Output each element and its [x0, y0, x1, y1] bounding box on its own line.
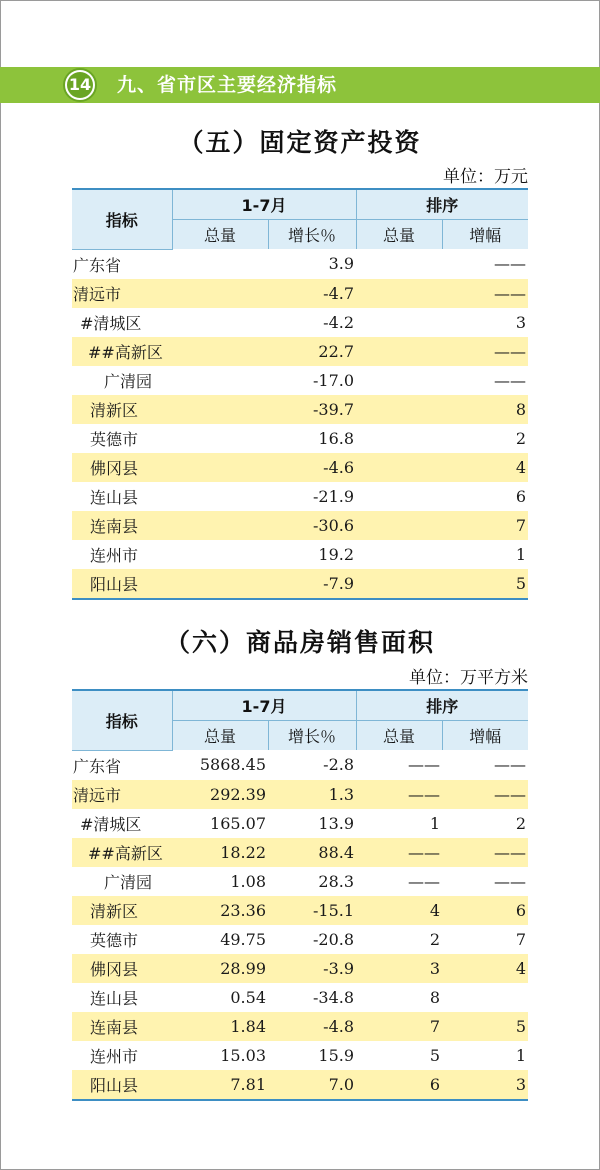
row-rank-total: 2 — [429, 929, 441, 949]
row-rank-total: 4 — [356, 896, 442, 925]
row-name: 佛冈县 — [72, 954, 172, 983]
row-name: 广东省 — [73, 255, 122, 275]
row-name: 阳山县 — [72, 1070, 172, 1100]
row-name: 清新区 — [72, 395, 172, 424]
row-growth: 19.2 — [318, 544, 355, 564]
row-name: ##高新区 — [72, 337, 172, 366]
table-row — [72, 482, 528, 511]
row-growth: 88.4 — [268, 838, 356, 867]
table-row — [72, 867, 528, 896]
table-row — [72, 1012, 528, 1041]
table-row — [72, 540, 528, 569]
row-rank-growth: 6 — [442, 896, 528, 925]
row-rank-total: —— — [356, 838, 442, 867]
col-header-indicator: 指标 — [72, 189, 172, 249]
col-header-rank: 排序 — [356, 189, 528, 220]
table-row — [72, 954, 528, 983]
row-growth: 22.7 — [268, 337, 356, 366]
row-name: #清城区 — [80, 814, 142, 834]
row-rank-growth: 4 — [442, 954, 528, 983]
table-row — [72, 925, 528, 954]
row-name: ##高新区 — [72, 838, 172, 867]
col-header-total: 总量 — [172, 721, 268, 751]
row-rank-total: 1 — [429, 813, 441, 833]
col-header-total: 总量 — [172, 220, 268, 250]
row-rank-growth: —— — [494, 370, 527, 390]
row-rank-growth: —— — [442, 337, 528, 366]
row-total: 165.07 — [210, 813, 266, 833]
table-row — [72, 838, 528, 867]
row-total — [172, 453, 268, 482]
row-total: 1.84 — [172, 1012, 268, 1041]
row-name: 英德市 — [90, 930, 139, 950]
row-rank-growth: —— — [494, 755, 527, 775]
row-rank-total — [356, 308, 442, 337]
chapter-header — [0, 67, 600, 103]
row-name: 连南县 — [72, 1012, 172, 1041]
row-total: 23.36 — [172, 896, 268, 925]
row-total: 28.99 — [172, 954, 268, 983]
row-name: 广清园 — [104, 371, 153, 391]
page-number: 14 — [67, 72, 93, 98]
row-rank-total — [356, 366, 442, 395]
row-rank-total — [356, 453, 442, 482]
row-rank-total — [356, 569, 442, 599]
row-growth: -4.8 — [268, 1012, 356, 1041]
row-growth: -15.1 — [268, 896, 356, 925]
row-total — [172, 569, 268, 599]
table-body — [72, 249, 528, 599]
row-name: 连南县 — [72, 511, 172, 540]
section-title-housing-sales: （六）商品房销售面积 — [164, 628, 435, 657]
table-row — [72, 337, 528, 366]
row-growth: -21.9 — [312, 486, 355, 506]
row-name: 英德市 — [90, 429, 139, 449]
col-header-indicator: 指标 — [72, 690, 172, 750]
row-rank-growth: —— — [494, 871, 527, 891]
housing-sales-table — [72, 689, 528, 1101]
row-growth: -20.8 — [312, 929, 355, 949]
row-rank-growth — [442, 983, 528, 1012]
col-header-rank: 排序 — [356, 690, 528, 721]
table-row — [72, 896, 528, 925]
row-rank-total — [356, 482, 442, 511]
table-row — [72, 424, 528, 453]
table-row — [72, 809, 528, 838]
row-rank-growth: 5 — [442, 1012, 528, 1041]
row-growth: -3.9 — [268, 954, 356, 983]
row-growth: 13.9 — [318, 813, 355, 833]
col-header-rank-growth: 增幅 — [442, 220, 528, 250]
row-growth: 7.0 — [268, 1070, 356, 1100]
col-header-rank-total: 总量 — [356, 721, 442, 751]
row-growth: 16.8 — [318, 428, 355, 448]
col-header-rank-total: 总量 — [356, 220, 442, 250]
row-rank-total: 5 — [429, 1045, 441, 1065]
row-rank-total — [356, 249, 442, 279]
row-growth: -4.6 — [268, 453, 356, 482]
row-total — [172, 308, 268, 337]
row-rank-total: —— — [356, 780, 442, 809]
row-rank-growth: 6 — [515, 486, 527, 506]
row-name: 广东省 — [73, 756, 122, 776]
chapter-title: 九、省市区主要经济指标 — [117, 74, 338, 96]
unit-label: 单位：万平方米 — [409, 668, 528, 688]
row-total — [172, 279, 268, 308]
row-total — [172, 249, 268, 279]
row-rank-total: 3 — [356, 954, 442, 983]
row-rank-growth: 4 — [442, 453, 528, 482]
row-total: 0.54 — [230, 987, 266, 1007]
row-growth: -17.0 — [312, 370, 355, 390]
row-growth: -34.8 — [312, 987, 355, 1007]
row-total: 1.08 — [230, 871, 266, 891]
table-row — [72, 780, 528, 809]
row-rank-growth: 7 — [515, 929, 527, 949]
row-total: 5868.45 — [199, 755, 266, 775]
row-growth: 1.3 — [268, 780, 356, 809]
row-total — [172, 337, 268, 366]
row-name: 连州市 — [90, 1046, 139, 1066]
row-name: 连州市 — [90, 545, 139, 565]
row-rank-growth: 7 — [442, 511, 528, 540]
row-rank-growth: 3 — [442, 1070, 528, 1100]
row-growth: 15.9 — [318, 1045, 355, 1065]
row-total: 49.75 — [220, 929, 266, 949]
table-row — [72, 395, 528, 424]
row-growth: -2.8 — [323, 755, 355, 775]
row-name: 连山县 — [90, 487, 139, 507]
row-name: 阳山县 — [72, 569, 172, 599]
row-rank-total — [356, 279, 442, 308]
row-growth: 28.3 — [318, 871, 355, 891]
row-rank-growth: —— — [494, 254, 527, 274]
row-growth: -7.9 — [268, 569, 356, 599]
row-name: 佛冈县 — [72, 453, 172, 482]
table-row — [72, 511, 528, 540]
row-total: 292.39 — [172, 780, 268, 809]
row-growth: 3.9 — [328, 254, 355, 274]
row-growth: -30.6 — [268, 511, 356, 540]
row-rank-growth: 8 — [442, 395, 528, 424]
section-title-fixed-investment: （五）固定资产投资 — [178, 128, 422, 157]
page-number-badge — [63, 68, 97, 102]
table-row — [72, 308, 528, 337]
row-total — [172, 424, 268, 453]
row-total — [172, 511, 268, 540]
row-rank-growth: 5 — [442, 569, 528, 599]
row-rank-growth: —— — [442, 838, 528, 867]
row-rank-growth: 1 — [515, 1045, 527, 1065]
row-rank-growth: 1 — [515, 544, 527, 564]
row-rank-growth: 2 — [515, 813, 527, 833]
row-rank-total — [356, 395, 442, 424]
row-total: 15.03 — [220, 1045, 266, 1065]
row-name: 广清园 — [104, 872, 153, 892]
row-rank-total: 6 — [356, 1070, 442, 1100]
row-rank-total — [356, 424, 442, 453]
unit-label: 单位：万元 — [443, 167, 528, 187]
row-rank-total: —— — [408, 755, 441, 775]
row-total — [172, 395, 268, 424]
table-row — [72, 249, 528, 279]
row-rank-growth: 3 — [515, 312, 527, 332]
row-rank-total — [356, 540, 442, 569]
row-total — [172, 540, 268, 569]
row-rank-total — [356, 337, 442, 366]
row-name: #清城区 — [80, 313, 142, 333]
row-name: 连山县 — [90, 988, 139, 1008]
row-total — [172, 366, 268, 395]
table-body — [72, 750, 528, 1100]
row-name: 清远市 — [72, 279, 172, 308]
row-total: 7.81 — [172, 1070, 268, 1100]
table-row — [72, 453, 528, 482]
col-header-rank-growth: 增幅 — [442, 721, 528, 751]
table-row — [72, 983, 528, 1012]
row-total — [172, 482, 268, 511]
col-header-period: 1-7月 — [172, 690, 356, 721]
row-rank-growth: —— — [442, 780, 528, 809]
row-rank-total: —— — [408, 871, 441, 891]
col-header-period: 1-7月 — [172, 189, 356, 220]
row-name: 清远市 — [72, 780, 172, 809]
row-rank-total: 7 — [356, 1012, 442, 1041]
row-name: 清新区 — [72, 896, 172, 925]
fixed-investment-table — [72, 188, 528, 600]
row-growth: -4.7 — [268, 279, 356, 308]
row-growth: -39.7 — [268, 395, 356, 424]
col-header-growth: 增长％ — [268, 721, 356, 751]
row-rank-total — [356, 511, 442, 540]
table-row — [72, 569, 528, 599]
table-row — [72, 750, 528, 780]
row-rank-growth: 2 — [515, 428, 527, 448]
table-row — [72, 1041, 528, 1070]
col-header-growth: 增长％ — [268, 220, 356, 250]
row-growth: -4.2 — [323, 312, 355, 332]
table-row — [72, 366, 528, 395]
row-rank-total: 8 — [429, 987, 441, 1007]
table-row — [72, 279, 528, 308]
row-total: 18.22 — [172, 838, 268, 867]
row-rank-growth: —— — [442, 279, 528, 308]
table-row — [72, 1070, 528, 1100]
